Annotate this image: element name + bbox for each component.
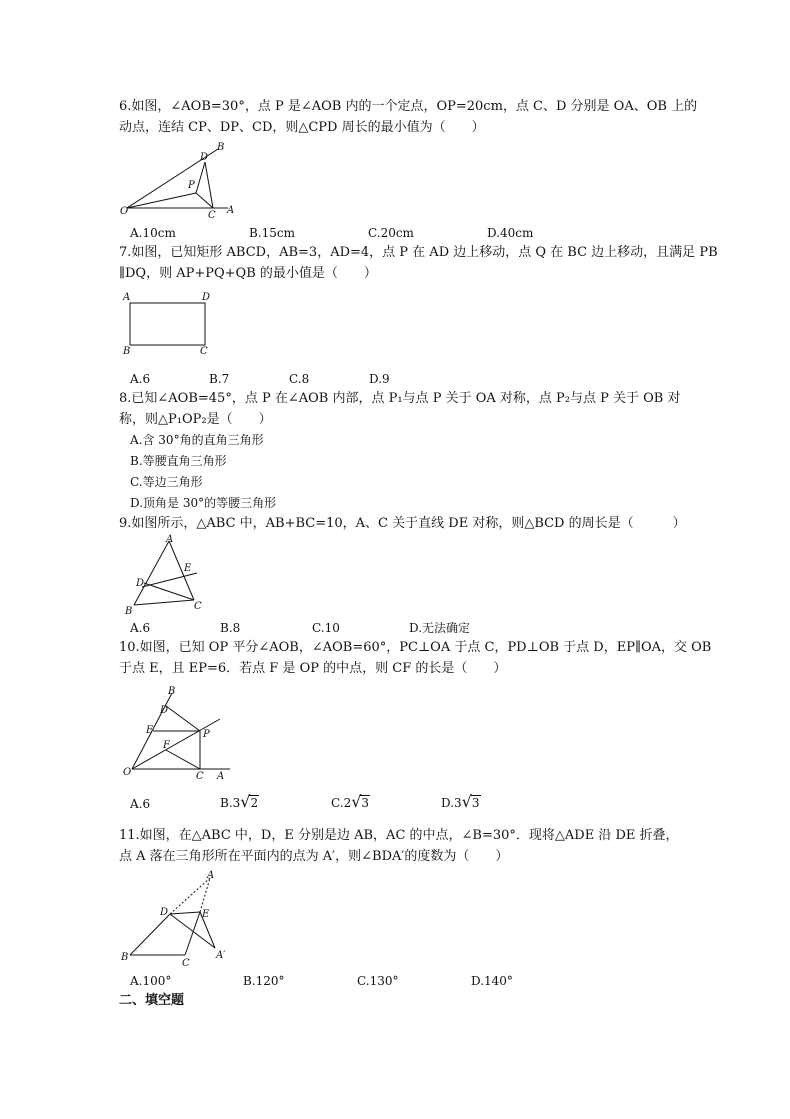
q10-option-b: B.3√2 (220, 792, 259, 811)
q6-label-C: C (208, 210, 216, 221)
q7-label-C: C (200, 346, 208, 357)
q10-label-A: A (217, 771, 225, 782)
q9-option-b: B.8 (220, 621, 241, 635)
q10-label-C: C (196, 771, 204, 782)
q11-label-C: C (182, 958, 190, 969)
q11-option-b: B.120° (243, 974, 285, 988)
q10-label-O: O (123, 767, 132, 778)
q6-label-O: O (120, 206, 129, 217)
q11-stem-line1: 11.如图，在△ABC 中，D，E 分别是边 AB，AC 的中点，∠B=30°．现将△ADE 沿 DE 折叠， (119, 828, 679, 843)
q10-label-E: E (146, 725, 154, 736)
q7-figure (120, 290, 220, 360)
q6-label-P: P (188, 180, 195, 191)
q8-option-c: C.等边三角形 (130, 475, 203, 489)
q7-stem-line2: ∥DQ，则 AP+PQ+QB 的最小值是（ ） (119, 266, 377, 281)
q11-stem-line2: 点 A 落在三角形所在平面内的点为 A′，则∠BDA′的度数为（ ） (119, 849, 509, 864)
q6-option-b: B.15cm (249, 226, 296, 240)
section-heading: 二、填空题 (119, 993, 185, 1008)
q10-stem-line2: 于点 E，且 EP=6．若点 F 是 OP 的中点，则 CF 的长是（ ） (119, 661, 507, 676)
q6-label-A: A (227, 205, 235, 216)
q7-option-d: D.9 (369, 372, 390, 386)
q7-option-b: B.7 (209, 372, 230, 386)
q11-option-d: D.140° (471, 974, 513, 988)
q6-stem-line2: 动点，连结 CP、DP、CD，则△CPD 周长的最小值为（ ） (119, 120, 485, 135)
q11-label-D: D (160, 907, 169, 918)
q7-label-D: D (202, 292, 211, 303)
q11-label-A: A (207, 870, 215, 881)
q10-figure (120, 683, 240, 783)
q7-option-a: A.6 (130, 372, 151, 386)
q7-stem-line1: 7.如图，已知矩形 ABCD，AB=3，AD=4，点 P 在 AD 边上移动，点 Q 在 BC 边上移动，且满足 PB (119, 245, 718, 260)
q6-option-c: C.20cm (368, 226, 414, 240)
q6-option-d: D.40cm (487, 226, 534, 240)
q9-option-c: C.10 (312, 621, 340, 635)
q9-label-E: E (184, 563, 192, 574)
q6-stem-line1: 6.如图，∠AOB=30°，点 P 是∠AOB 内的一个定点，OP=20cm，点 C、D 分别是 OA、OB 上的 (119, 99, 698, 114)
q6-figure (120, 140, 240, 220)
q10-label-P: P (203, 729, 210, 740)
q8-option-b: B.等腰直角三角形 (130, 454, 227, 468)
q10-option-c: C.2√3 (331, 792, 370, 811)
q11-label-B: B (121, 952, 129, 963)
q9-option-d: D.无法确定 (409, 621, 471, 635)
q8-option-a: A.含 30°角的直角三角形 (130, 433, 264, 447)
q7-label-A: A (123, 292, 131, 303)
q9-label-A: A (166, 534, 174, 545)
q10-label-D: D (160, 705, 169, 716)
q8-option-d: D.顶角是 30°的等腰三角形 (130, 496, 277, 510)
q11-figure (118, 870, 238, 970)
q9-option-a: A.6 (130, 621, 151, 635)
q7-option-c: C.8 (289, 372, 310, 386)
q11-label-E: E (202, 909, 210, 920)
q6-label-B: B (217, 142, 225, 153)
q10-option-d: D.3√3 (441, 792, 480, 811)
q10-label-B: B (168, 686, 176, 697)
q9-figure (122, 533, 212, 618)
q10-stem-line1: 10.如图，已知 OP 平分∠AOB，∠AOB=60°，PC⊥OA 于点 C，PD⊥OB 于点 D，EP∥OA，交 OB (119, 640, 712, 655)
q8-stem-line1: 8.已知∠AOB=45°，点 P 在∠AOB 内部，点 P₁与点 P 关于 OA 对称，点 P₂与点 P 关于 OB 对 (119, 391, 681, 406)
q9-label-B: B (125, 606, 133, 617)
q6-label-D: D (200, 152, 209, 163)
q11-option-c: C.130° (357, 974, 399, 988)
q10-option-a: A.6 (130, 797, 151, 811)
q9-label-C: C (194, 601, 202, 612)
q7-label-B: B (123, 346, 131, 357)
q9-label-D: D (136, 578, 145, 589)
q6-option-a: A.10cm (130, 226, 176, 240)
q8-stem-line2: 称，则△P₁OP₂是（ ） (119, 412, 272, 427)
q11-option-a: A.100° (130, 974, 172, 988)
q10-label-F: F (163, 740, 170, 751)
q9-stem-line1: 9.如图所示，△ABC 中，AB+BC=10，A、C 关于直线 DE 对称，则△BCD 的周长是（ ） (119, 516, 686, 531)
q11-label-A-prime: A′ (216, 950, 226, 961)
